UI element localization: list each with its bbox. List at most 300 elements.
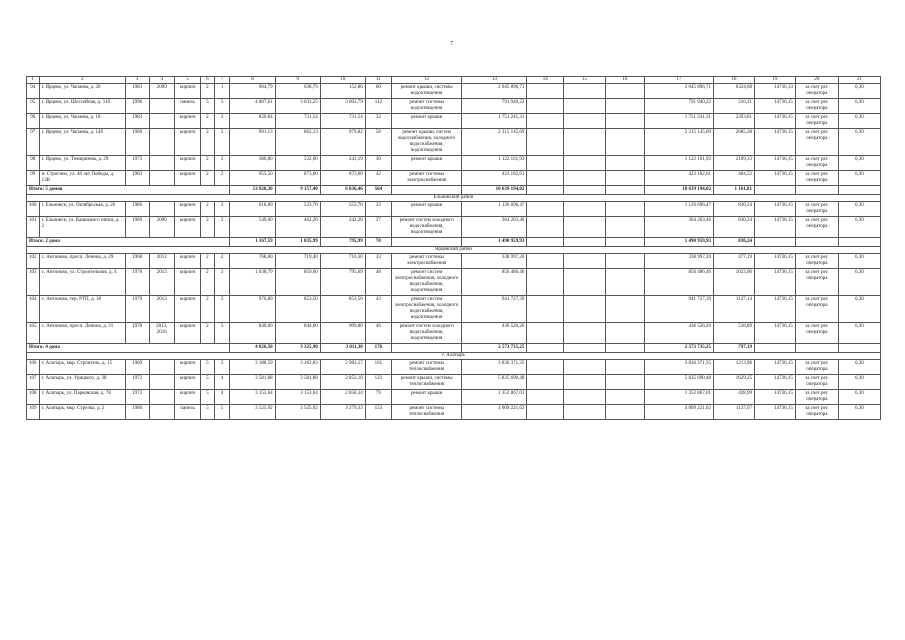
table-cell: [838, 238, 880, 247]
table-cell: 1968: [125, 254, 149, 269]
table-cell: 909,80: [320, 323, 365, 344]
table-cell: 2 045 896,71: [644, 84, 713, 99]
table-cell: [527, 375, 564, 390]
table-cell: [527, 129, 564, 156]
table-cell: 3 188,59: [230, 360, 275, 375]
table-cell: 2: [201, 114, 215, 129]
table-cell: 5 835 690,48: [644, 375, 713, 390]
table-cell: [606, 390, 645, 405]
address-cell: г. Ельнинск, ул. Кашицкого пятки, д. 2: [39, 217, 125, 238]
table-cell: 2109,33: [714, 156, 755, 171]
table-row: [27, 99, 881, 114]
table-cell: 1127,14: [714, 296, 755, 323]
header-number-row: [27, 77, 881, 84]
table-cell: [149, 171, 174, 186]
table-cell: [564, 99, 606, 114]
table-cell: [606, 114, 645, 129]
table-cell: 43: [365, 296, 391, 323]
table-cell: 3 279,33: [320, 405, 365, 420]
table-cell: [564, 269, 606, 296]
table-cell: 1 126 696,47: [462, 202, 527, 217]
table-cell: 1 038,79: [230, 269, 275, 296]
table-cell: 14736,15: [754, 114, 795, 129]
table-cell: 2 858,34: [320, 390, 365, 405]
table-cell: 104: [27, 296, 40, 323]
section-row: [27, 195, 881, 202]
table-cell: 2: [201, 156, 215, 171]
table-cell: 6324,68: [714, 84, 755, 99]
table-cell: [838, 344, 880, 353]
work-type-cell: ремонт систем электроснабжения, холодного водоснабжения, водоотведения: [392, 269, 462, 296]
table-cell: 533,70: [275, 202, 320, 217]
table-cell: 14736,15: [754, 269, 795, 296]
table-cell: 1 490 959,93: [462, 238, 527, 247]
table-cell: 1 352 867,01: [644, 390, 713, 405]
address-cell: г. Ярцево, ул. Тимирязева, д. 29: [39, 156, 125, 171]
table-cell: 3: [214, 323, 230, 344]
table-cell: [564, 344, 606, 353]
table-cell: 2: [214, 202, 230, 217]
table-cell: 4 887,61: [230, 99, 275, 114]
table-cell: 484,52: [714, 171, 755, 186]
address-cell: г. Алатырь, ул. Парковская, д. 78: [39, 390, 125, 405]
table-cell: 1 126 696,47: [644, 202, 713, 217]
table-row: [27, 269, 881, 296]
table-cell: 856 486,46: [644, 269, 713, 296]
table-cell: 719,40: [275, 254, 320, 269]
page-number: 7: [450, 41, 453, 47]
table-row: [27, 323, 881, 344]
table-cell: 2685,38: [714, 129, 755, 156]
table-cell: 549,60: [230, 217, 275, 238]
total-row: [27, 344, 881, 353]
table-row: [27, 114, 881, 129]
table-cell: [564, 405, 606, 420]
table-cell: [754, 344, 795, 353]
table-cell: 2: [201, 254, 215, 269]
table-cell: [795, 344, 838, 353]
column-number: 19: [754, 77, 795, 84]
table-cell: 532,00: [275, 156, 320, 171]
work-type-cell: ремонт системы электроснабжения: [392, 254, 462, 269]
table-cell: 32: [365, 114, 391, 129]
table-cell: кирпич: [174, 114, 200, 129]
table-cell: 100: [27, 202, 40, 217]
table-cell: 1 352 867,01: [462, 390, 527, 405]
table-cell: [392, 186, 462, 195]
table-cell: 3 162,83: [275, 360, 320, 375]
table-cell: 2: [214, 156, 230, 171]
table-cell: 10 639 194,02: [644, 186, 713, 195]
table-cell: кирпич: [174, 296, 200, 323]
table-cell: кирпич: [174, 129, 200, 156]
table-cell: 1983: [125, 114, 149, 129]
table-cell: 859,00: [275, 269, 320, 296]
table-cell: 1 751 241,31: [462, 114, 527, 129]
table-cell: [606, 156, 645, 171]
table-row: [27, 375, 881, 390]
table-cell: [564, 217, 606, 238]
table-cell: [606, 129, 645, 156]
table-cell: за счет рег. оператора: [795, 254, 838, 269]
table-cell: 856 486,46: [462, 269, 527, 296]
table-cell: 3 011,30: [320, 344, 365, 353]
table-cell: 58: [365, 129, 391, 156]
table-cell: [527, 186, 564, 195]
table-cell: 6,30: [838, 390, 880, 405]
column-number: 3: [125, 77, 149, 84]
table-cell: 98: [27, 156, 40, 171]
table-row: [27, 390, 881, 405]
address-cell: г. Алатырь, мкр. Строитель, д. 15: [39, 360, 125, 375]
table-cell: [527, 254, 564, 269]
table-cell: 242,20: [320, 217, 365, 238]
table-cell: [606, 238, 645, 247]
column-number: 2: [39, 77, 125, 84]
table-cell: 3 153,64: [230, 390, 275, 405]
table-cell: 795,69: [320, 269, 365, 296]
column-number: 7: [214, 77, 230, 84]
table-cell: [149, 99, 174, 114]
table-cell: 2: [214, 217, 230, 238]
table-cell: 873,60: [275, 171, 320, 186]
column-number: 6: [201, 77, 215, 84]
table-cell: кирпич: [174, 202, 200, 217]
table-cell: 423 182,61: [644, 171, 713, 186]
table-cell: 873,60: [320, 171, 365, 186]
address-cell: п. Строгино, ул. 40 лет Победы, д. 13В: [39, 171, 125, 186]
table-row: [27, 360, 881, 375]
table-cell: 6 836,46: [320, 186, 365, 195]
work-type-cell: ремонт систем холодного водоснабжения, водоотведения: [392, 217, 462, 238]
column-number: 16: [606, 77, 645, 84]
table-cell: 1213,96: [714, 360, 755, 375]
table-cell: 2: [201, 202, 215, 217]
table-cell: 4 009 221,62: [644, 405, 713, 420]
table-cell: 6,30: [838, 202, 880, 217]
table-cell: 364 263,46: [462, 217, 527, 238]
table-cell: 6,30: [838, 269, 880, 296]
table-cell: 2: [201, 323, 215, 344]
table-cell: 14736,15: [754, 375, 795, 390]
table-cell: кирпич: [174, 375, 200, 390]
table-cell: 338 997,20: [462, 254, 527, 269]
section-row: [27, 353, 881, 360]
table-cell: 3 525,92: [275, 405, 320, 420]
table-cell: [392, 344, 462, 353]
table-cell: [527, 84, 564, 99]
address-cell: с. Антоново, просп. Ленина, д. 31: [39, 323, 125, 344]
table-cell: 710,30: [320, 254, 365, 269]
table-cell: 243,19: [320, 156, 365, 171]
section-heading: Ельнинский район: [27, 195, 881, 202]
column-number: 14: [527, 77, 564, 84]
table-cell: 941 727,39: [644, 296, 713, 323]
table-cell: 941 727,39: [462, 296, 527, 323]
table-cell: кирпич: [174, 360, 200, 375]
table-cell: [527, 171, 564, 186]
table-cell: 436 526,20: [462, 323, 527, 344]
table-cell: 964,79: [230, 84, 275, 99]
table-cell: 2: [201, 129, 215, 156]
table-cell: 1973: [125, 156, 149, 171]
table-cell: [606, 99, 645, 114]
table-cell: 30: [365, 156, 391, 171]
table-cell: 2013: [149, 269, 174, 296]
table-cell: [564, 129, 606, 156]
table-cell: за счет рег. оператора: [795, 323, 838, 344]
table-cell: [606, 217, 645, 238]
table-cell: 5: [201, 99, 215, 114]
total-label: Итого: 5 домов: [27, 186, 230, 195]
capital-repair-table: [26, 76, 881, 420]
table-cell: [527, 360, 564, 375]
table-cell: за счет рег. оператора: [795, 405, 838, 420]
table-cell: 102: [27, 254, 40, 269]
table-cell: 1989: [125, 217, 149, 238]
table-cell: 638,79: [275, 84, 320, 99]
table-cell: [527, 99, 564, 114]
table-cell: [564, 323, 606, 344]
table-cell: 2: [214, 360, 230, 375]
table-cell: 3: [214, 99, 230, 114]
table-cell: 830,24: [714, 238, 755, 247]
table-cell: 2 983,17: [320, 360, 365, 375]
address-cell: с. Антоново, тер. РТП, д. 36: [39, 296, 125, 323]
table-cell: 105: [27, 323, 40, 344]
table-cell: 9 157,40: [275, 186, 320, 195]
table-cell: [606, 186, 645, 195]
address-cell: г. Ярцево, ул. Чапаева, д. 14б: [39, 129, 125, 156]
table-cell: 5: [201, 405, 215, 420]
table-cell: 6,30: [838, 375, 880, 390]
table-cell: 14736,15: [754, 296, 795, 323]
table-cell: 338 997,20: [644, 254, 713, 269]
table-cell: 2 315 145,69: [644, 129, 713, 156]
table-cell: [527, 114, 564, 129]
work-type-cell: ремонт крыши: [392, 390, 462, 405]
table-cell: 6,30: [838, 84, 880, 99]
table-cell: 3 002,79: [320, 99, 365, 114]
table-cell: [527, 405, 564, 420]
table-cell: 6,30: [838, 129, 880, 156]
table-cell: панель: [174, 405, 200, 420]
table-cell: 830,24: [714, 217, 755, 238]
address-cell: г. Алатырь, мкр. Стрелка, д. 2: [39, 405, 125, 420]
table-cell: 14736,15: [754, 323, 795, 344]
table-cell: за счет рег. оператора: [795, 390, 838, 405]
table-cell: 5: [214, 405, 230, 420]
table-cell: 797,19: [714, 344, 755, 353]
table-cell: за счет рег. оператора: [795, 156, 838, 171]
table-cell: 853,50: [320, 296, 365, 323]
table-cell: 14736,15: [754, 129, 795, 156]
total-row: [27, 238, 881, 247]
table-cell: 1 167,59: [230, 238, 275, 247]
table-cell: [564, 186, 606, 195]
table-cell: 1976: [125, 269, 149, 296]
address-cell: г. Ельнинск, ул. Октябрьская, д. 26: [39, 202, 125, 217]
table-cell: кирпич: [174, 269, 200, 296]
table-cell: за счет рег. оператора: [795, 129, 838, 156]
column-number: 20: [795, 77, 838, 84]
work-type-cell: ремонт системы теплоснабжения: [392, 405, 462, 420]
table-cell: [527, 217, 564, 238]
table-cell: 2 315 145,69: [462, 129, 527, 156]
table-cell: 60: [365, 84, 391, 99]
table-cell: 216,31: [714, 99, 755, 114]
table-cell: 5 835 690,48: [462, 375, 527, 390]
address-cell: с. Антоново, просп. Ленина, д. 29: [39, 254, 125, 269]
table-cell: за счет рег. оператора: [795, 375, 838, 390]
table-cell: 2: [214, 171, 230, 186]
table-cell: за счет рег. оператора: [795, 202, 838, 217]
work-type-cell: ремонт систем электроснабжения, холодного водоснабжения, водоотведения: [392, 296, 462, 323]
table-cell: 2: [214, 296, 230, 323]
table-cell: 2: [201, 296, 215, 323]
table-cell: 2012: [149, 254, 174, 269]
table-cell: 4 009 221,62: [462, 405, 527, 420]
table-cell: 3: [214, 129, 230, 156]
table-cell: кирпич: [174, 84, 200, 99]
table-cell: 1: [214, 84, 230, 99]
table-cell: [564, 254, 606, 269]
table-cell: 853,50: [275, 296, 320, 323]
column-number: 21: [838, 77, 880, 84]
table-cell: за счет рег. оператора: [795, 217, 838, 238]
table-row: [27, 405, 881, 420]
table-cell: кирпич: [174, 323, 200, 344]
section-heading: г. Алатырь: [27, 353, 881, 360]
table-cell: 955,50: [230, 171, 275, 186]
table-cell: 6,30: [838, 171, 880, 186]
table-cell: 37: [365, 217, 391, 238]
table-cell: [838, 186, 880, 195]
table-cell: [564, 296, 606, 323]
table-cell: 1 122 161,93: [462, 156, 527, 171]
section-heading: Ярцевский район: [27, 247, 881, 254]
table-cell: 2: [214, 254, 230, 269]
total-label: Итого: 4 дома: [27, 344, 230, 353]
table-cell: 1 161,81: [714, 186, 755, 195]
work-type-cell: ремонт крыши, системы водоотведения: [392, 84, 462, 99]
table-cell: 820,84: [230, 114, 275, 129]
table-cell: 14736,15: [754, 217, 795, 238]
table-cell: за счет рег. оператора: [795, 171, 838, 186]
table-cell: 108: [27, 390, 40, 405]
address-cell: г. Ярцево, ул. Чапаева, д. 20: [39, 84, 125, 99]
table-cell: [606, 405, 645, 420]
table-cell: 48: [365, 269, 391, 296]
table-cell: [564, 375, 606, 390]
table-cell: [606, 84, 645, 99]
table-cell: 161: [365, 360, 391, 375]
table-cell: [564, 202, 606, 217]
table-cell: 33: [365, 202, 391, 217]
table-cell: 42: [365, 171, 391, 186]
table-cell: 10 639 194,02: [462, 186, 527, 195]
table-cell: 1 122 161,93: [644, 156, 713, 171]
column-number: 1: [27, 77, 40, 84]
table-row: [27, 156, 881, 171]
address-cell: г. Алатырь, ул. Урицкого, д. 38: [39, 375, 125, 390]
table-cell: 176: [365, 344, 391, 353]
table-cell: 3 633,25: [275, 99, 320, 114]
table-cell: 5: [201, 390, 215, 405]
table-cell: 14736,15: [754, 405, 795, 420]
table-cell: [527, 202, 564, 217]
table-cell: 101: [27, 217, 40, 238]
table-cell: [564, 171, 606, 186]
table-cell: [606, 323, 645, 344]
table-cell: кирпич: [174, 171, 200, 186]
table-cell: [149, 375, 174, 390]
table-cell: 106: [27, 360, 40, 375]
table-cell: 3: [214, 269, 230, 296]
table-cell: 2013: [149, 296, 174, 323]
table-cell: [795, 186, 838, 195]
column-number: 12: [392, 77, 462, 84]
table-cell: 477,19: [714, 254, 755, 269]
table-cell: 46: [365, 323, 391, 344]
column-number: 5: [174, 77, 200, 84]
table-cell: 6,30: [838, 323, 880, 344]
table-cell: 1629,25: [714, 375, 755, 390]
table-cell: [149, 360, 174, 375]
table-cell: 1983: [125, 84, 149, 99]
table-cell: 14736,15: [754, 390, 795, 405]
table-cell: 862,13: [275, 129, 320, 156]
table-cell: за счет рег. оператора: [795, 296, 838, 323]
table-cell: [606, 202, 645, 217]
table-cell: [754, 238, 795, 247]
column-number: 15: [564, 77, 606, 84]
column-number: 11: [365, 77, 391, 84]
table-cell: 991,13: [230, 129, 275, 156]
table-cell: 2 573 735,25: [644, 344, 713, 353]
table-cell: 3 525,92: [230, 405, 275, 420]
table-cell: 14736,15: [754, 156, 795, 171]
table-cell: 3 153,64: [275, 390, 320, 405]
table-cell: 6,30: [838, 156, 880, 171]
table-row: [27, 254, 881, 269]
table-cell: 33: [365, 254, 391, 269]
work-type-cell: ремонт крыши, систем водоснабжения, холодного водоснабжения, водоотведения: [392, 129, 462, 156]
table-cell: 1 035,99: [275, 238, 320, 247]
total-row: [27, 186, 881, 195]
table-cell: 364 263,46: [644, 217, 713, 238]
table-cell: кирпич: [174, 254, 200, 269]
table-cell: [149, 114, 174, 129]
table-cell: 3 836 371,35: [644, 360, 713, 375]
table-cell: 123: [365, 375, 391, 390]
address-cell: с. Антоново, ул. Строительная, д. 4: [39, 269, 125, 296]
table-cell: 2: [201, 84, 215, 99]
column-number: 17: [644, 77, 713, 84]
table-cell: 2: [201, 269, 215, 296]
work-type-cell: ремонт крыши, системы теплоснабжения: [392, 375, 462, 390]
table-cell: 791 940,22: [644, 99, 713, 114]
table-cell: 2393,81: [714, 114, 755, 129]
table-row: [27, 217, 881, 238]
table-row: [27, 171, 881, 186]
table-cell: [149, 390, 174, 405]
table-cell: [564, 238, 606, 247]
table-cell: 109: [27, 405, 40, 420]
table-cell: 436 526,20: [644, 323, 713, 344]
table-cell: [149, 202, 174, 217]
table-cell: 97: [27, 129, 40, 156]
